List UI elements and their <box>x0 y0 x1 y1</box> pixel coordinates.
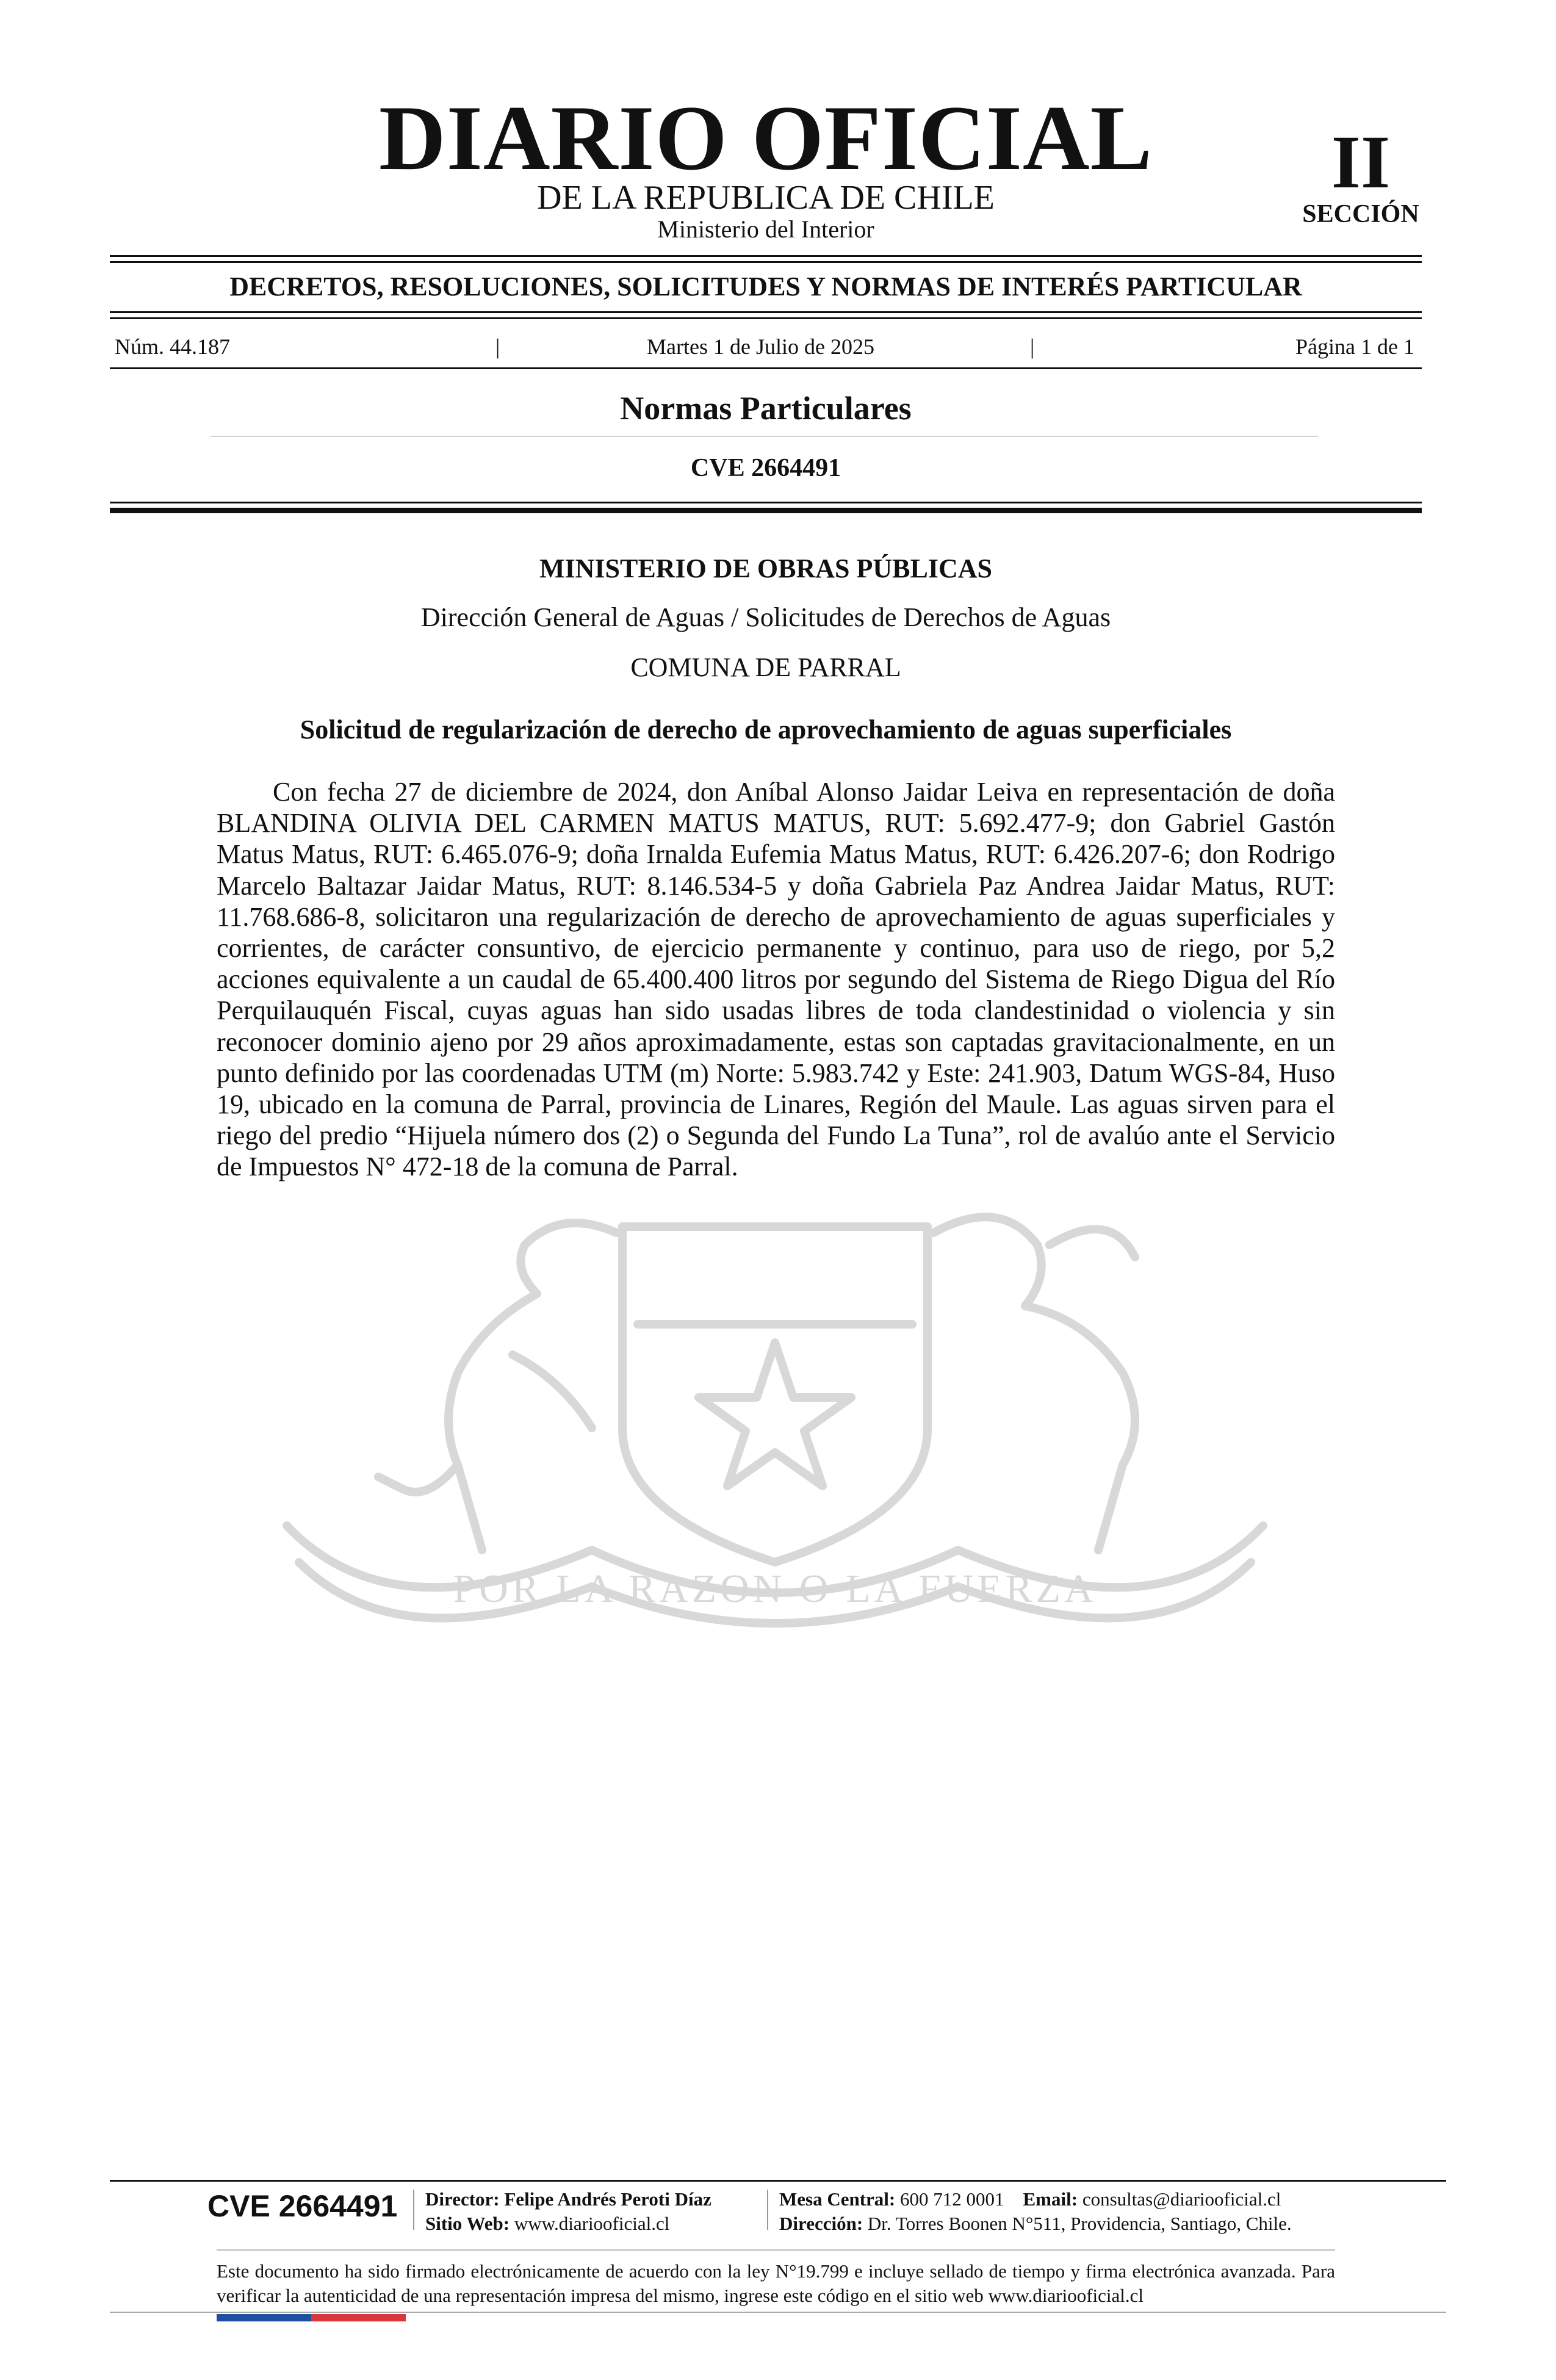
info-separator-1: | <box>495 334 500 359</box>
masthead-ministry: Ministerio del Interior <box>657 215 874 243</box>
section-word: SECCIÓN <box>1302 200 1419 228</box>
ministry-heading: MINISTERIO DE OBRAS PÚBLICAS <box>539 554 993 583</box>
info-bar <box>110 334 1422 359</box>
footer-bottom-rule <box>110 2312 1446 2313</box>
masthead-title: DIARIO OFICIAL <box>378 87 1153 189</box>
document-title: Solicitud de regularización de derecho de aprovechamiento de aguas superficiales <box>300 715 1232 745</box>
email-label: Email: <box>1023 2188 1078 2210</box>
footer-contact-block <box>779 2187 1292 2236</box>
top-rule-2 <box>110 261 1422 263</box>
info-rule <box>110 367 1422 369</box>
footer-cve: CVE 2664491 <box>207 2189 398 2223</box>
footer-mid-rule <box>217 2249 1335 2251</box>
footer-director-block <box>425 2187 711 2236</box>
cve-rule-thick <box>110 508 1422 513</box>
address-text: Dr. Torres Boonen N°511, Providencia, Santiago, Chile. <box>867 2213 1292 2234</box>
section-number: II <box>1331 120 1391 204</box>
central-phone: 600 712 0001 <box>900 2188 1004 2210</box>
directorate-line: Dirección General de Aguas / Solicitudes de Derechos de Aguas <box>420 602 1111 632</box>
flag-stripe-red <box>311 2314 406 2321</box>
section-divider <box>211 436 1318 437</box>
coat-of-arms-watermark <box>195 1172 1355 1660</box>
footer-legal-note: Este documento ha sido firmado electrónicamente de acuerdo con la ley N°19.799 e incluye sellado de tiempo y firma electrónica avanzada. Para verificar la autenticidad de una representación impresa del mismo, ingrese este código en el sitio web www.diariooficial.cl <box>217 2260 1335 2306</box>
cve-rule-thin <box>110 502 1422 503</box>
director-label: Director: <box>425 2188 500 2210</box>
band-rule-2 <box>110 317 1422 319</box>
footer-top-rule <box>110 2180 1446 2182</box>
footer-divider-2 <box>767 2190 768 2230</box>
website-link[interactable]: www.diariooficial.cl <box>514 2213 670 2234</box>
band-title: DECRETOS, RESOLUCIONES, SOLICITUDES Y NORMAS DE INTERÉS PARTICULAR <box>229 272 1302 301</box>
director-name: Felipe Andrés Peroti Díaz <box>504 2188 711 2210</box>
footer-divider-1 <box>413 2190 414 2230</box>
page-count: Página 1 de 1 <box>1295 334 1414 359</box>
masthead-subtitle: DE LA REPUBLICA DE CHILE <box>537 179 995 217</box>
cve-heading: CVE 2664491 <box>690 454 841 482</box>
issue-date: Martes 1 de Julio de 2025 <box>647 334 874 359</box>
website-label: Sitio Web: <box>425 2213 510 2234</box>
commune-line: COMUNA DE PARRAL <box>630 652 901 682</box>
section-heading: Normas Particulares <box>620 390 912 427</box>
central-label: Mesa Central: <box>779 2188 896 2210</box>
info-separator-2: | <box>1030 334 1035 359</box>
address-label: Dirección: <box>779 2213 863 2234</box>
band-rule-1 <box>110 311 1422 313</box>
email-link[interactable]: consultas@diariooficial.cl <box>1082 2188 1281 2210</box>
flag-stripe-blue <box>217 2314 311 2321</box>
issue-number: Núm. 44.187 <box>115 334 230 359</box>
document-body: Con fecha 27 de diciembre de 2024, don Aníbal Alonso Jaidar Leiva en representación de doña BLANDINA OLIVIA DEL CARMEN MATUS MATUS, RUT: 5.692.477-9; don Gabriel Gastón Matus Matus, RUT: 6.465.076-9; doña Irnalda Eufemia Matus Matus, RUT: 6.426.207-6; don Rodrigo Marcelo Baltazar Jaidar Matus, RUT: 8.146.534-5 y doña Gabriela Paz Andrea Jaidar Matus, RUT: 11.768.686-8, solicitaron una regularización de derecho de aprovechamiento de aguas superficiales y corrientes, de carácter consuntivo, de ejercicio permanente y continuo, para uso de riego, por 5,2 acciones equivalente a un caudal de 65.400.400 litros por segundo del Sistema de Riego Digua del Río Perquilauquén Fiscal, cuyas aguas han sido usadas libres de toda clandestinidad o violencia y sin reconocer dominio ajeno por 29 años aproximadamente, estas son captadas gravitacionalmente, en un punto definido por las coordenadas UTM (m) Norte: 5.983.742 y Este: 241.903, Datum WGS-84, Huso 19, ubicado en la comuna de Parral, provincia de Linares, Región del Maule. Las aguas sirven para el riego del predio “Hijuela número dos (2) o Segunda del Fundo La Tuna”, rol de avalúo ante el Servicio de Impuestos N° 472-18 de la comuna de Parral. <box>217 777 1335 1182</box>
top-rule-1 <box>110 255 1422 257</box>
watermark-motto: POR LA RAZON O LA FUERZA <box>453 1567 1097 1611</box>
